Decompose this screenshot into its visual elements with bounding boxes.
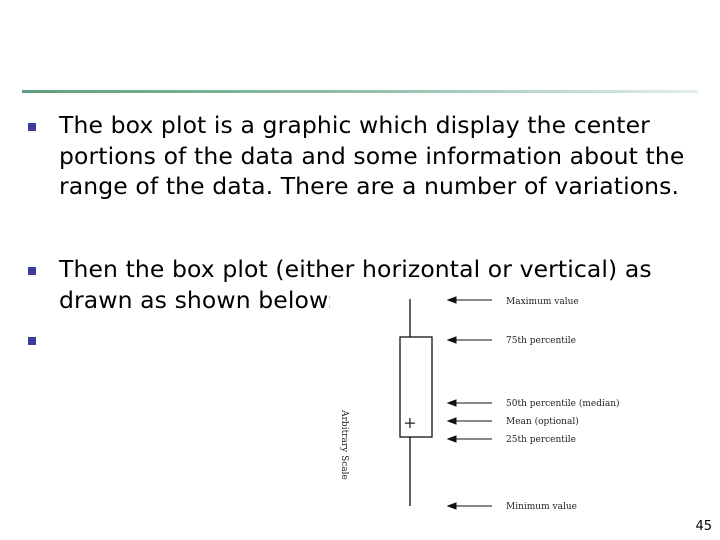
- page-number: 45: [695, 519, 712, 534]
- arrowhead-median: [448, 400, 456, 406]
- label-75th: 75th percentile: [506, 336, 576, 346]
- bullet-marker-2: [28, 267, 36, 275]
- arrowhead-p75: [448, 337, 456, 343]
- bullet-marker-3: [28, 337, 36, 345]
- label-25th: 25th percentile: [506, 435, 576, 445]
- title-divider-rule: [22, 90, 698, 93]
- mean-marker: +: [403, 413, 417, 432]
- label-minimum: Minimum value: [506, 502, 577, 512]
- label-50th: 50th percentile (median): [506, 399, 620, 409]
- arrowhead-min: [448, 503, 456, 509]
- axis-label: Arbitrary Scale: [339, 410, 349, 480]
- label-maximum: Maximum value: [506, 297, 579, 307]
- bullet-marker-1: [28, 123, 36, 131]
- arrowhead-max: [448, 297, 456, 303]
- box-plot-figure: [330, 285, 620, 515]
- label-mean: Mean (optional): [506, 417, 579, 427]
- arrowhead-mean: [448, 418, 456, 424]
- arrowhead-p25: [448, 436, 456, 442]
- bullet-text-2: Then the box plot (either horizontal or vertical) as drawn as shown below:: [59, 255, 652, 314]
- bullet-text-1: The box plot is a graphic which display the center portions of the data and some information about the range of the data. There are a number of variations.: [59, 111, 685, 200]
